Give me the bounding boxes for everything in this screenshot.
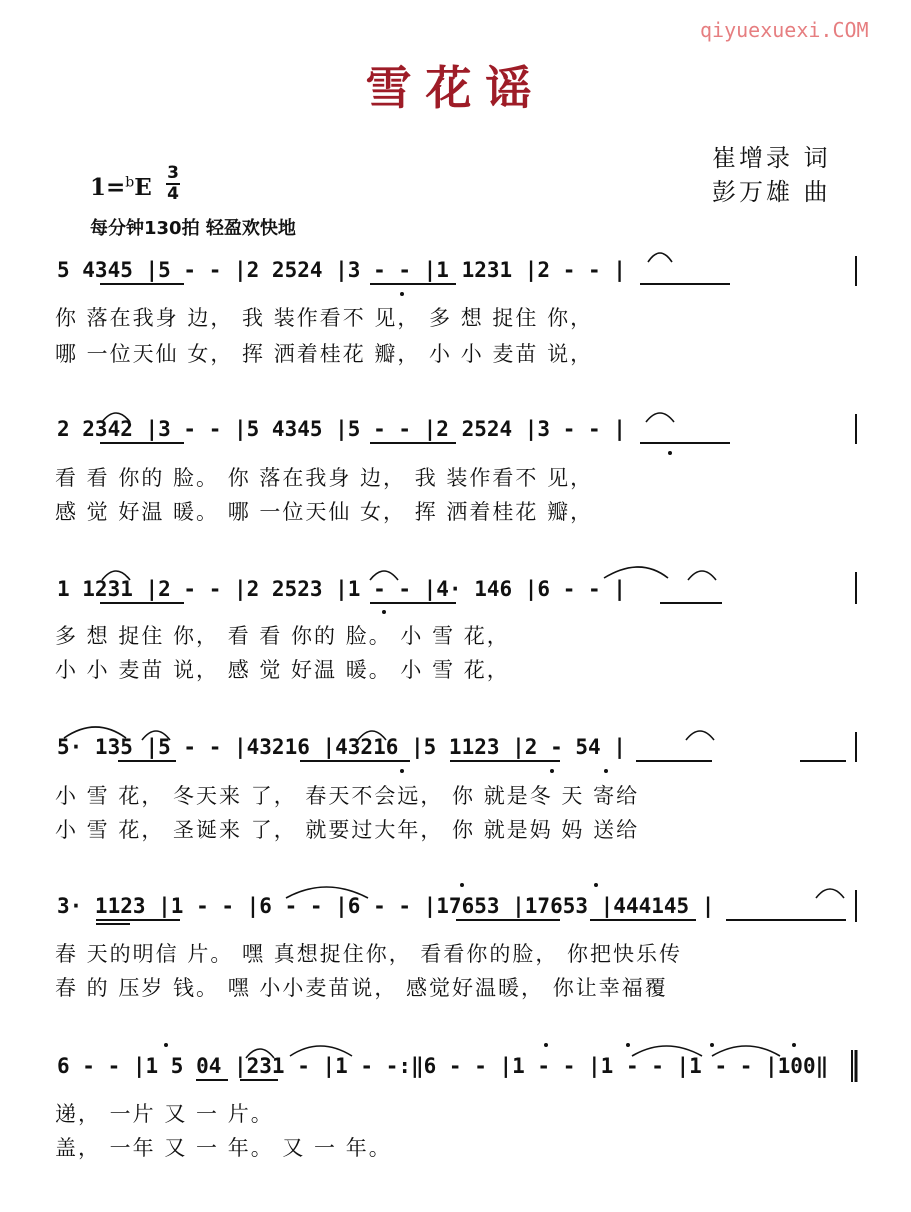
lyric-line-verse1: 小 雪 花， 冬天来 了， 春天不会远， 你 就是冬 天 寄给 [55,784,640,808]
notation-line: 6 - - |1 5 04 |231 - |1 - -:‖6 - - |1 - - |1 - - |1 - - |100‖ [57,1054,829,1078]
notation-line: 5· 135 |5 - - |43216 |43216 |5 1123 |2 - 54 | [57,735,626,759]
notation-line: 2 2342 |3 - - |5 4345 |5 - - |2 2524 |3 - - | [57,417,626,441]
lyric-line-verse1: 递， 一片 又 一 片。 [55,1102,274,1126]
lyric-line-verse2: 小 小 麦苗 说， 感 觉 好温 暖。 小 雪 花， [55,658,510,682]
notation-line: 5 4345 |5 - - |2 2524 |3 - - |1 1231 |2 - - | [57,258,626,282]
lyric-line-verse1: 看 看 你的 脸。 你 落在我身 边， 我 装作看不 见， [55,466,594,490]
lyric-line-verse1: 多 想 捉住 你， 看 看 你的 脸。 小 雪 花， [55,624,510,648]
lyric-line-verse2: 小 雪 花， 圣诞来 了， 就要过大年， 你 就是妈 妈 送给 [55,818,640,842]
tie-arcs [64,253,844,1058]
song-title: 雪花谣 [365,61,546,115]
watermark-text: qiyuexuexi.COM [700,18,869,42]
beam-lines [96,284,846,1080]
lyric-line-verse1: 春 天的明信 片。 嘿 真想捉住你， 看看你的脸， 你把快乐传 [55,942,683,966]
notation-line: 1 1231 |2 - - |2 2523 |1 - - |4· 146 |6 - - | [57,577,626,601]
lyric-line-verse2: 春 的 压岁 钱。 嘿 小小麦苗说， 感觉好温暖， 你让幸福覆 [55,976,668,1000]
lyric-line-verse1: 你 落在我身 边， 我 装作看不 见， 多 想 捉住 你， [55,306,594,330]
lyric-line-verse2: 盖， 一年 又 一 年。 又 一 年。 [55,1136,392,1160]
time-signature: 3 4 [167,163,179,204]
bar-lines [852,256,856,1082]
notation-line: 3· 1123 |1 - - |6 - - |6 - - |17653 |17653 |444145 | [57,894,715,918]
lyric-line-verse2: 哪 一位天仙 女， 挥 洒着桂花 瓣， 小 小 麦苗 说， [55,342,594,366]
lyric-line-verse2: 感 觉 好温 暖。 哪 一位天仙 女， 挥 洒着桂花 瓣， [55,500,594,524]
composer-credit: 彭万雄 曲 [712,178,831,206]
key-signature: 1=$^b$E [90,174,152,201]
dots [164,292,796,1047]
lyricist-credit: 崔增录 词 [712,144,831,172]
tempo-marking: 每分钟130拍 轻盈欢快地 [90,218,296,239]
